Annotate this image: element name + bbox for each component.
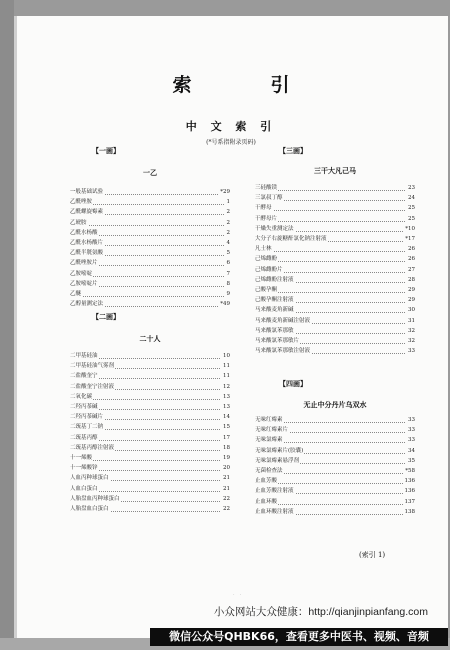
index-entry-name: 人血丙种球蛋白: [70, 475, 109, 482]
index-entry-name: 乙酰螺旋霉素: [70, 209, 104, 216]
index-entry-name: 三硅酸镁: [255, 185, 278, 191]
leader-dots: [255, 210, 415, 211]
index-entry-page: 30: [408, 307, 415, 314]
index-entry: [255, 204, 415, 213]
promo-banner: 微信公众号QHBK66，查看更多中医书、视频、音频: [150, 628, 448, 646]
index-entry-name: 人血白蛋白: [70, 485, 98, 492]
index-entry: [70, 423, 230, 432]
index-entry: [70, 219, 230, 228]
index-entry-page: 25: [408, 215, 415, 222]
index-entry-name: 无味氯霉素悬浮剂: [255, 457, 300, 464]
index-subtitle: 中 文 索 引: [185, 120, 277, 133]
index-entry-name: 二甲基硅油气雾剂: [70, 363, 115, 370]
leader-dots: [70, 296, 230, 297]
index-entry-name: 己酸孕酮: [255, 287, 278, 293]
index-entry-name: 二羟丙茶碱: [70, 404, 98, 410]
index-entry: [70, 198, 230, 207]
page-title: 索 引: [172, 74, 320, 96]
index-entry: [255, 416, 415, 425]
index-entry-page: *17: [405, 236, 415, 242]
window-frame-top: [0, 0, 450, 16]
index-entry-page: 6: [226, 260, 230, 267]
index-entry-page: 22: [223, 506, 230, 512]
index-entry-name: 无菌检查法: [255, 468, 283, 474]
index-entry: [70, 300, 230, 309]
index-entry: [70, 403, 230, 412]
index-entry-name: 止血芳酸注射液: [255, 488, 294, 495]
index-entry: [255, 276, 415, 285]
index-entry-page: 8: [226, 280, 230, 287]
index-entry-page: 15: [223, 424, 230, 431]
index-entry: [255, 436, 415, 445]
index-entry-page: 11: [223, 363, 230, 370]
index-entry: [70, 454, 230, 463]
index-entry-page: 25: [408, 205, 415, 212]
index-entry-page: 7: [226, 270, 230, 277]
index-entry: [255, 477, 415, 486]
index-entry-page: 21: [223, 485, 230, 492]
section-heading: 【四画】: [279, 379, 307, 388]
index-entry-name: 二巯基丙醇: [70, 434, 98, 441]
index-entry-page: 26: [408, 256, 415, 263]
index-entry: [70, 208, 230, 217]
index-entry: [255, 266, 415, 275]
index-entry: [70, 413, 230, 422]
index-entry-page: 2: [226, 219, 230, 226]
index-entry-page: 9: [226, 291, 230, 297]
index-entry-page: 29: [408, 297, 415, 304]
index-entry-page: 10: [223, 353, 230, 359]
index-entry-page: 137: [404, 498, 415, 505]
leader-dots: [255, 251, 415, 252]
index-entry: [70, 505, 230, 514]
index-entry-page: 33: [408, 427, 415, 434]
index-entry-name: 干酵母片: [255, 215, 278, 222]
leader-dots: [70, 276, 230, 277]
index-entry: [255, 235, 415, 244]
index-entry: [255, 457, 415, 466]
index-entry-name: 马来酸氯苯那敏: [255, 327, 294, 334]
index-entry-page: *10: [405, 225, 415, 232]
index-entry-name: 无味氯霉素: [255, 437, 283, 444]
section-heading: 【一画】: [92, 146, 120, 155]
index-entry: [255, 508, 415, 517]
index-entry-name: 人胎盘血丙种球蛋白: [70, 495, 120, 502]
index-entry-page: 32: [408, 338, 415, 344]
index-entry-page: 21: [223, 475, 230, 482]
index-entry-name: 乙酰半胱氨酸: [70, 250, 104, 257]
index-note: (*号系指附录页码): [206, 139, 256, 146]
index-entry: [255, 296, 415, 305]
section-heading: 【三画】: [279, 146, 307, 155]
index-entry-name: 二盐酸奎宁注射液: [70, 383, 115, 390]
index-entry-page: 138: [404, 508, 415, 515]
index-entry-name: 止血芳酸: [255, 478, 278, 485]
index-entry-name: 乙醇量测定法: [70, 301, 104, 308]
index-entry: [70, 188, 230, 197]
index-entry-name: 马来酸氯苯那敏片: [255, 338, 300, 344]
index-entry-page: 1: [226, 199, 230, 206]
index-entry-name: 无味红霉素: [255, 417, 283, 423]
index-entry: [70, 393, 230, 402]
index-entry-name: 人胎盘血白蛋白: [70, 506, 109, 512]
index-entry: [255, 317, 415, 326]
index-entry: [255, 286, 415, 295]
index-entry: [70, 280, 230, 289]
index-entry-name: 二盐酸奎宁: [70, 373, 98, 380]
index-entry: [255, 347, 415, 356]
index-entry: [70, 474, 230, 483]
index-entry: [70, 259, 230, 268]
index-entry: [70, 464, 230, 473]
index-entry-page: 136: [404, 488, 415, 495]
index-entry: [255, 215, 415, 224]
index-entry-name: 乙酰唑胺片: [70, 260, 98, 267]
index-entry-name: 乙琥胺: [70, 219, 87, 226]
section-subheading: 无止中分丹片乌双水: [303, 400, 367, 409]
index-entry-name: 己烯雌酚: [255, 256, 278, 263]
index-entry-name: 十一烯酸: [70, 455, 93, 461]
index-entry-name: 大分子右旋糖酐氯化钠注射液: [255, 236, 327, 242]
footer-website-text: 小众网站大众健康：http://qianjinpianfang.com: [213, 606, 428, 618]
index-entry-page: 5: [226, 250, 230, 257]
index-entry-page: 20: [223, 465, 230, 472]
index-entry-page: *49: [220, 301, 230, 308]
index-entry: [70, 229, 230, 238]
index-entry: [255, 306, 415, 315]
leader-dots: [255, 190, 415, 191]
index-entry: [70, 485, 230, 494]
index-entry-page: 33: [408, 348, 415, 355]
index-entry-page: 22: [223, 495, 230, 502]
leader-dots: [70, 399, 230, 400]
page-mark: · ·: [233, 592, 242, 598]
index-entry: [70, 434, 230, 443]
index-entry-name: 凡士林: [255, 246, 272, 253]
index-entry-name: 无味红霉素片: [255, 427, 289, 434]
index-entry-page: 14: [223, 414, 230, 421]
index-entry-name: 乙酰唑胺: [70, 199, 93, 206]
index-entry: [255, 225, 415, 234]
index-entry: [255, 498, 415, 507]
index-entry-page: 12: [223, 383, 230, 390]
index-entry-page: 33: [408, 417, 415, 423]
index-entry-page: *29: [220, 189, 230, 195]
index-entry-page: 18: [223, 444, 230, 451]
index-entry: [255, 447, 415, 456]
index-entry-name: 己酸孕酮注射液: [255, 297, 294, 304]
index-entry-page: 23: [408, 185, 415, 191]
index-entry-page: 2: [226, 229, 230, 236]
section-subheading: 二十人: [139, 334, 161, 343]
index-entry-page: 28: [408, 276, 415, 283]
section-subheading: 一乙: [143, 168, 157, 177]
index-entry-name: 二氧化碳: [70, 393, 93, 400]
index-entry-page: 11: [223, 373, 230, 380]
index-entry: [70, 352, 230, 361]
index-entry-page: 4: [226, 240, 230, 246]
index-entry-name: 二巯基丁二钠: [70, 424, 104, 431]
index-entry-page: 17: [223, 434, 230, 441]
page-number-label: (索引 1): [359, 551, 386, 559]
index-entry: [255, 426, 415, 435]
index-entry-page: 33: [408, 437, 415, 444]
leader-dots: [255, 221, 415, 222]
index-entry: [70, 270, 230, 279]
index-entry-name: 无味氯霉素片(胶囊): [255, 447, 304, 454]
index-entry-name: 二巯基丙醇注射液: [70, 444, 115, 451]
index-entry: [70, 290, 230, 299]
index-entry-page: 26: [408, 246, 415, 253]
index-entry-name: 止血环酸: [255, 498, 278, 505]
index-entry-name: 乙醚: [70, 291, 82, 297]
index-entry-name: 乙酰水杨酸片: [70, 240, 104, 246]
leader-dots: [70, 204, 230, 205]
index-entry: [255, 327, 415, 336]
index-entry: [255, 337, 415, 346]
leader-dots: [255, 483, 415, 484]
leader-dots: [70, 460, 230, 461]
index-entry-page: 19: [223, 455, 230, 461]
index-entry-name: 乙胺嘧啶片: [70, 280, 98, 287]
index-entry: [70, 362, 230, 371]
index-entry-name: 止血环酸注射液: [255, 508, 294, 515]
index-entry-page: *58: [405, 468, 415, 474]
leader-dots: [70, 225, 230, 226]
index-entry-name: 乙酰水杨酸: [70, 229, 98, 236]
leader-dots: [255, 261, 415, 262]
section-subheading: 三干大凡己马: [314, 166, 356, 175]
index-entry-name: 马来酸麦角新碱注射液: [255, 317, 311, 324]
index-entry: [255, 245, 415, 254]
index-entry-page: 2: [226, 209, 230, 216]
index-entry-page: 31: [408, 317, 415, 324]
index-entry-name: 一般基础试验: [70, 189, 104, 195]
index-entry-name: 二羟丙茶碱片: [70, 414, 104, 421]
index-entry-name: 十一烯酸锌: [70, 465, 98, 472]
section-heading: 【二画】: [92, 312, 120, 321]
index-entry: [70, 383, 230, 392]
index-entry: [255, 467, 415, 476]
index-entry: [70, 249, 230, 258]
index-entry-name: 乙胺嘧啶: [70, 270, 93, 277]
index-entry-page: 29: [408, 287, 415, 293]
leader-dots: [255, 504, 415, 505]
index-entry-page: 27: [408, 266, 415, 273]
index-entry-name: 干酵母: [255, 205, 272, 212]
page-edge-shadow: [14, 16, 17, 638]
index-entry-name: 干燥失重测定法: [255, 225, 294, 232]
index-entry-page: 13: [223, 404, 230, 410]
index-entry: [70, 444, 230, 453]
window-frame-left: [0, 0, 14, 650]
index-entry-page: 35: [408, 457, 415, 464]
index-entry: [255, 487, 415, 496]
index-entry-name: 三氯叔丁醇: [255, 195, 283, 202]
index-entry: [255, 184, 415, 193]
index-entry: [70, 495, 230, 504]
scanned-page: [14, 16, 448, 638]
index-entry-page: 13: [223, 393, 230, 400]
index-entry: [70, 372, 230, 381]
index-entry-page: 136: [404, 478, 415, 485]
index-entry-page: 34: [408, 447, 415, 454]
index-entry-name: 己烯雌酚注射液: [255, 276, 294, 283]
index-entry: [255, 255, 415, 264]
index-entry-name: 马来酸氯苯那敏注射液: [255, 348, 311, 355]
index-entry: [255, 194, 415, 203]
index-entry: [70, 239, 230, 248]
index-entry-name: 己烯雌酚片: [255, 266, 283, 273]
index-entry-name: 二甲基硅油: [70, 353, 98, 359]
index-entry-page: 32: [408, 327, 415, 334]
leader-dots: [255, 292, 415, 293]
index-entry-name: 马来酸麦角新碱: [255, 307, 294, 314]
index-entry-page: 24: [408, 195, 415, 202]
